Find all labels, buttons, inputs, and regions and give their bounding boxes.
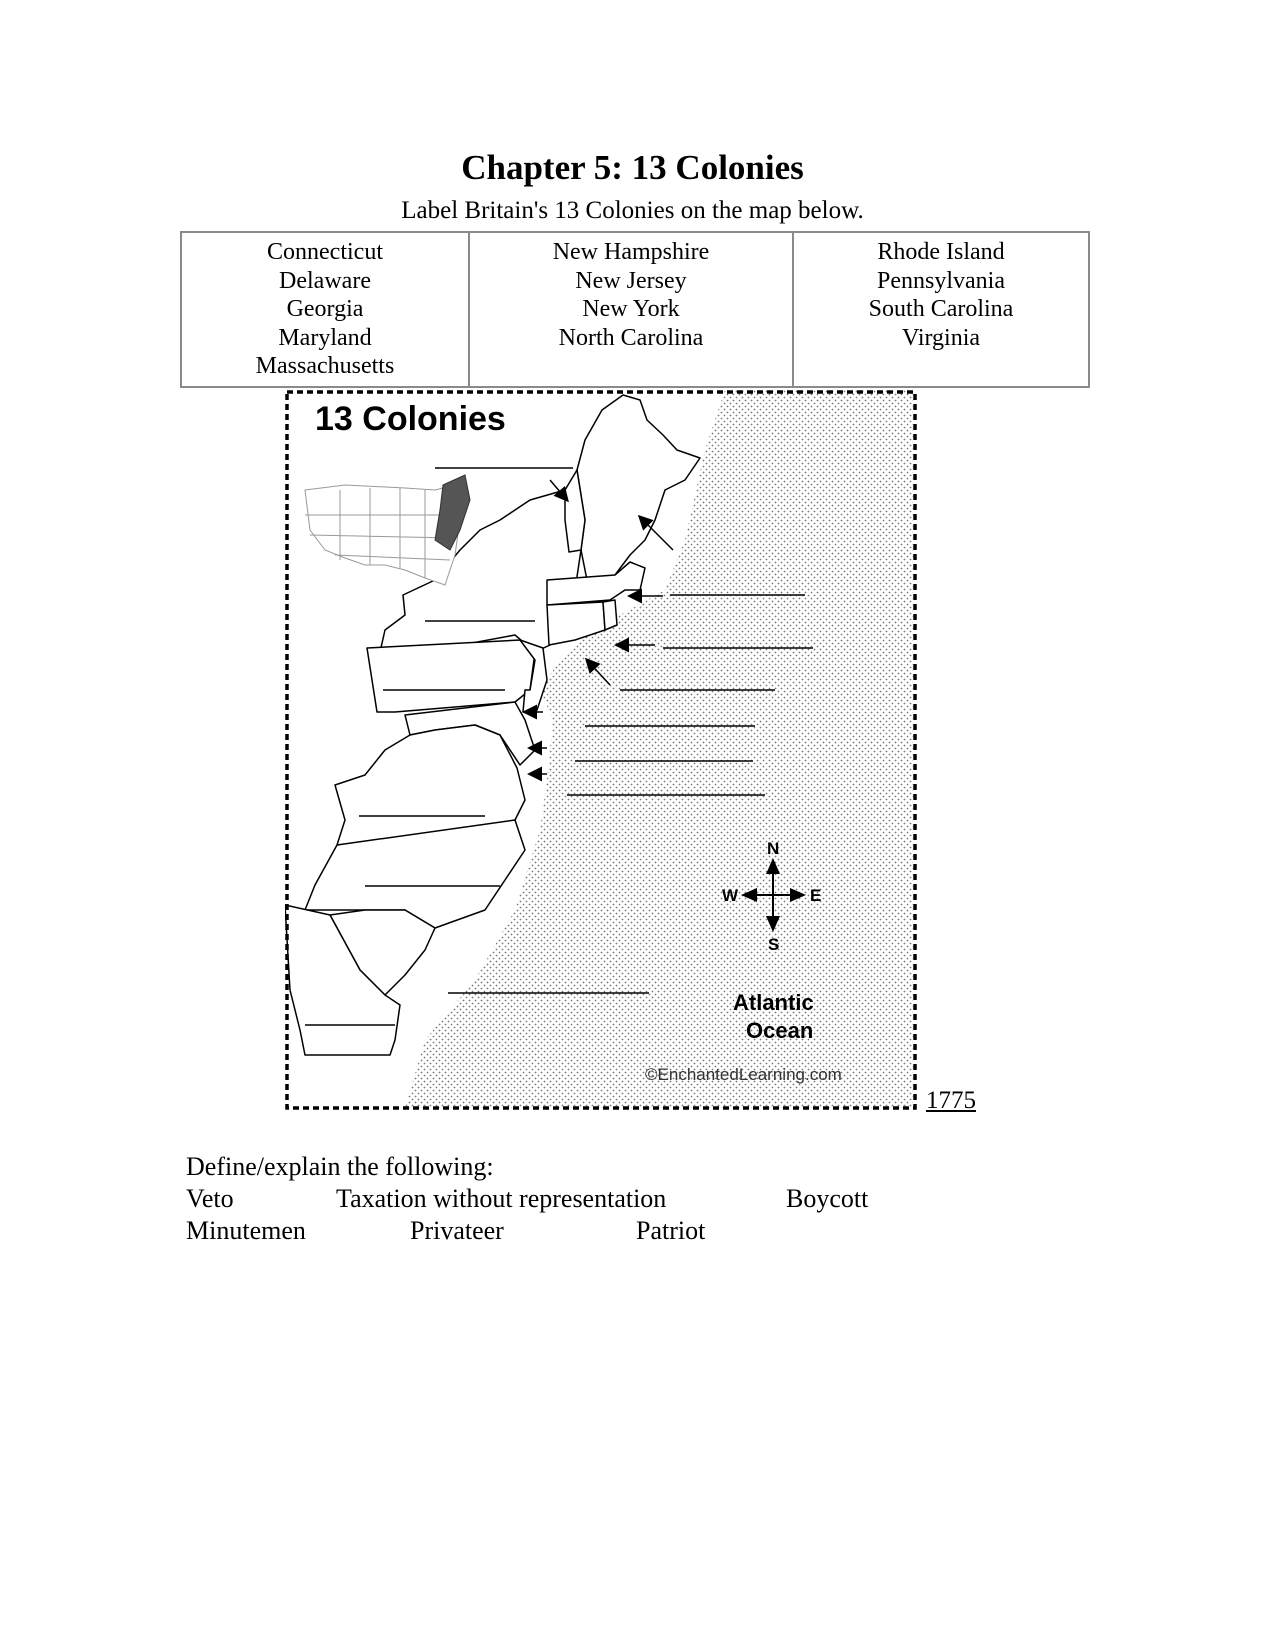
compass-west-label: W xyxy=(722,886,739,905)
word-bank-column-2 xyxy=(469,232,793,387)
term-minutemen: Minutemen xyxy=(186,1216,306,1245)
compass-east-label: E xyxy=(810,886,822,905)
term-boycott: Boycott xyxy=(786,1184,869,1213)
word-bank-item: South Carolina xyxy=(868,296,1014,322)
colonies-map xyxy=(285,390,920,1110)
rhode-island-shape xyxy=(603,600,617,630)
word-bank-item: North Carolina xyxy=(558,324,704,351)
pennsylvania-shape xyxy=(367,640,535,712)
term-taxation: Taxation without representation xyxy=(336,1184,667,1213)
word-bank-column-3 xyxy=(793,232,1089,387)
word-bank-item: Virginia xyxy=(901,324,981,351)
north-carolina-shape xyxy=(305,820,525,928)
word-bank-column-1 xyxy=(181,232,469,387)
page-title: Chapter 5: 13 Colonies xyxy=(461,148,804,187)
compass-south-label: S xyxy=(768,935,780,954)
define-title: Define/explain the following: xyxy=(186,1152,494,1181)
word-bank-item: Maryland xyxy=(278,324,372,351)
ocean-label-line1: Atlantic xyxy=(733,990,814,1015)
word-bank-item: Georgia xyxy=(286,296,364,322)
compass-north-label: N xyxy=(767,839,780,858)
term-privateer: Privateer xyxy=(410,1216,504,1245)
term-veto: Veto xyxy=(186,1184,234,1213)
word-bank-item: Pennsylvania xyxy=(877,267,1005,294)
word-bank-item: Delaware xyxy=(279,267,371,294)
page-subtitle: Label Britain's 13 Colonies on the map below. xyxy=(401,197,864,224)
map-year: 1775 xyxy=(926,1087,976,1114)
word-bank-item: New York xyxy=(582,296,680,322)
map-credit: ©EnchantedLearning.com xyxy=(645,1065,842,1084)
word-bank-item: New Hampshire xyxy=(552,239,710,265)
map-title: 13 Colonies xyxy=(315,400,506,438)
word-bank-item: Massachusetts xyxy=(255,353,395,379)
ocean-label-line2: Ocean xyxy=(746,1018,814,1043)
word-bank-item: Rhode Island xyxy=(877,239,1005,265)
term-patriot: Patriot xyxy=(636,1216,706,1245)
usa-inset xyxy=(305,475,470,585)
word-bank-item: New Jersey xyxy=(575,267,687,294)
word-bank-item: Connecticut xyxy=(267,239,383,265)
word-bank-table xyxy=(180,231,1090,388)
